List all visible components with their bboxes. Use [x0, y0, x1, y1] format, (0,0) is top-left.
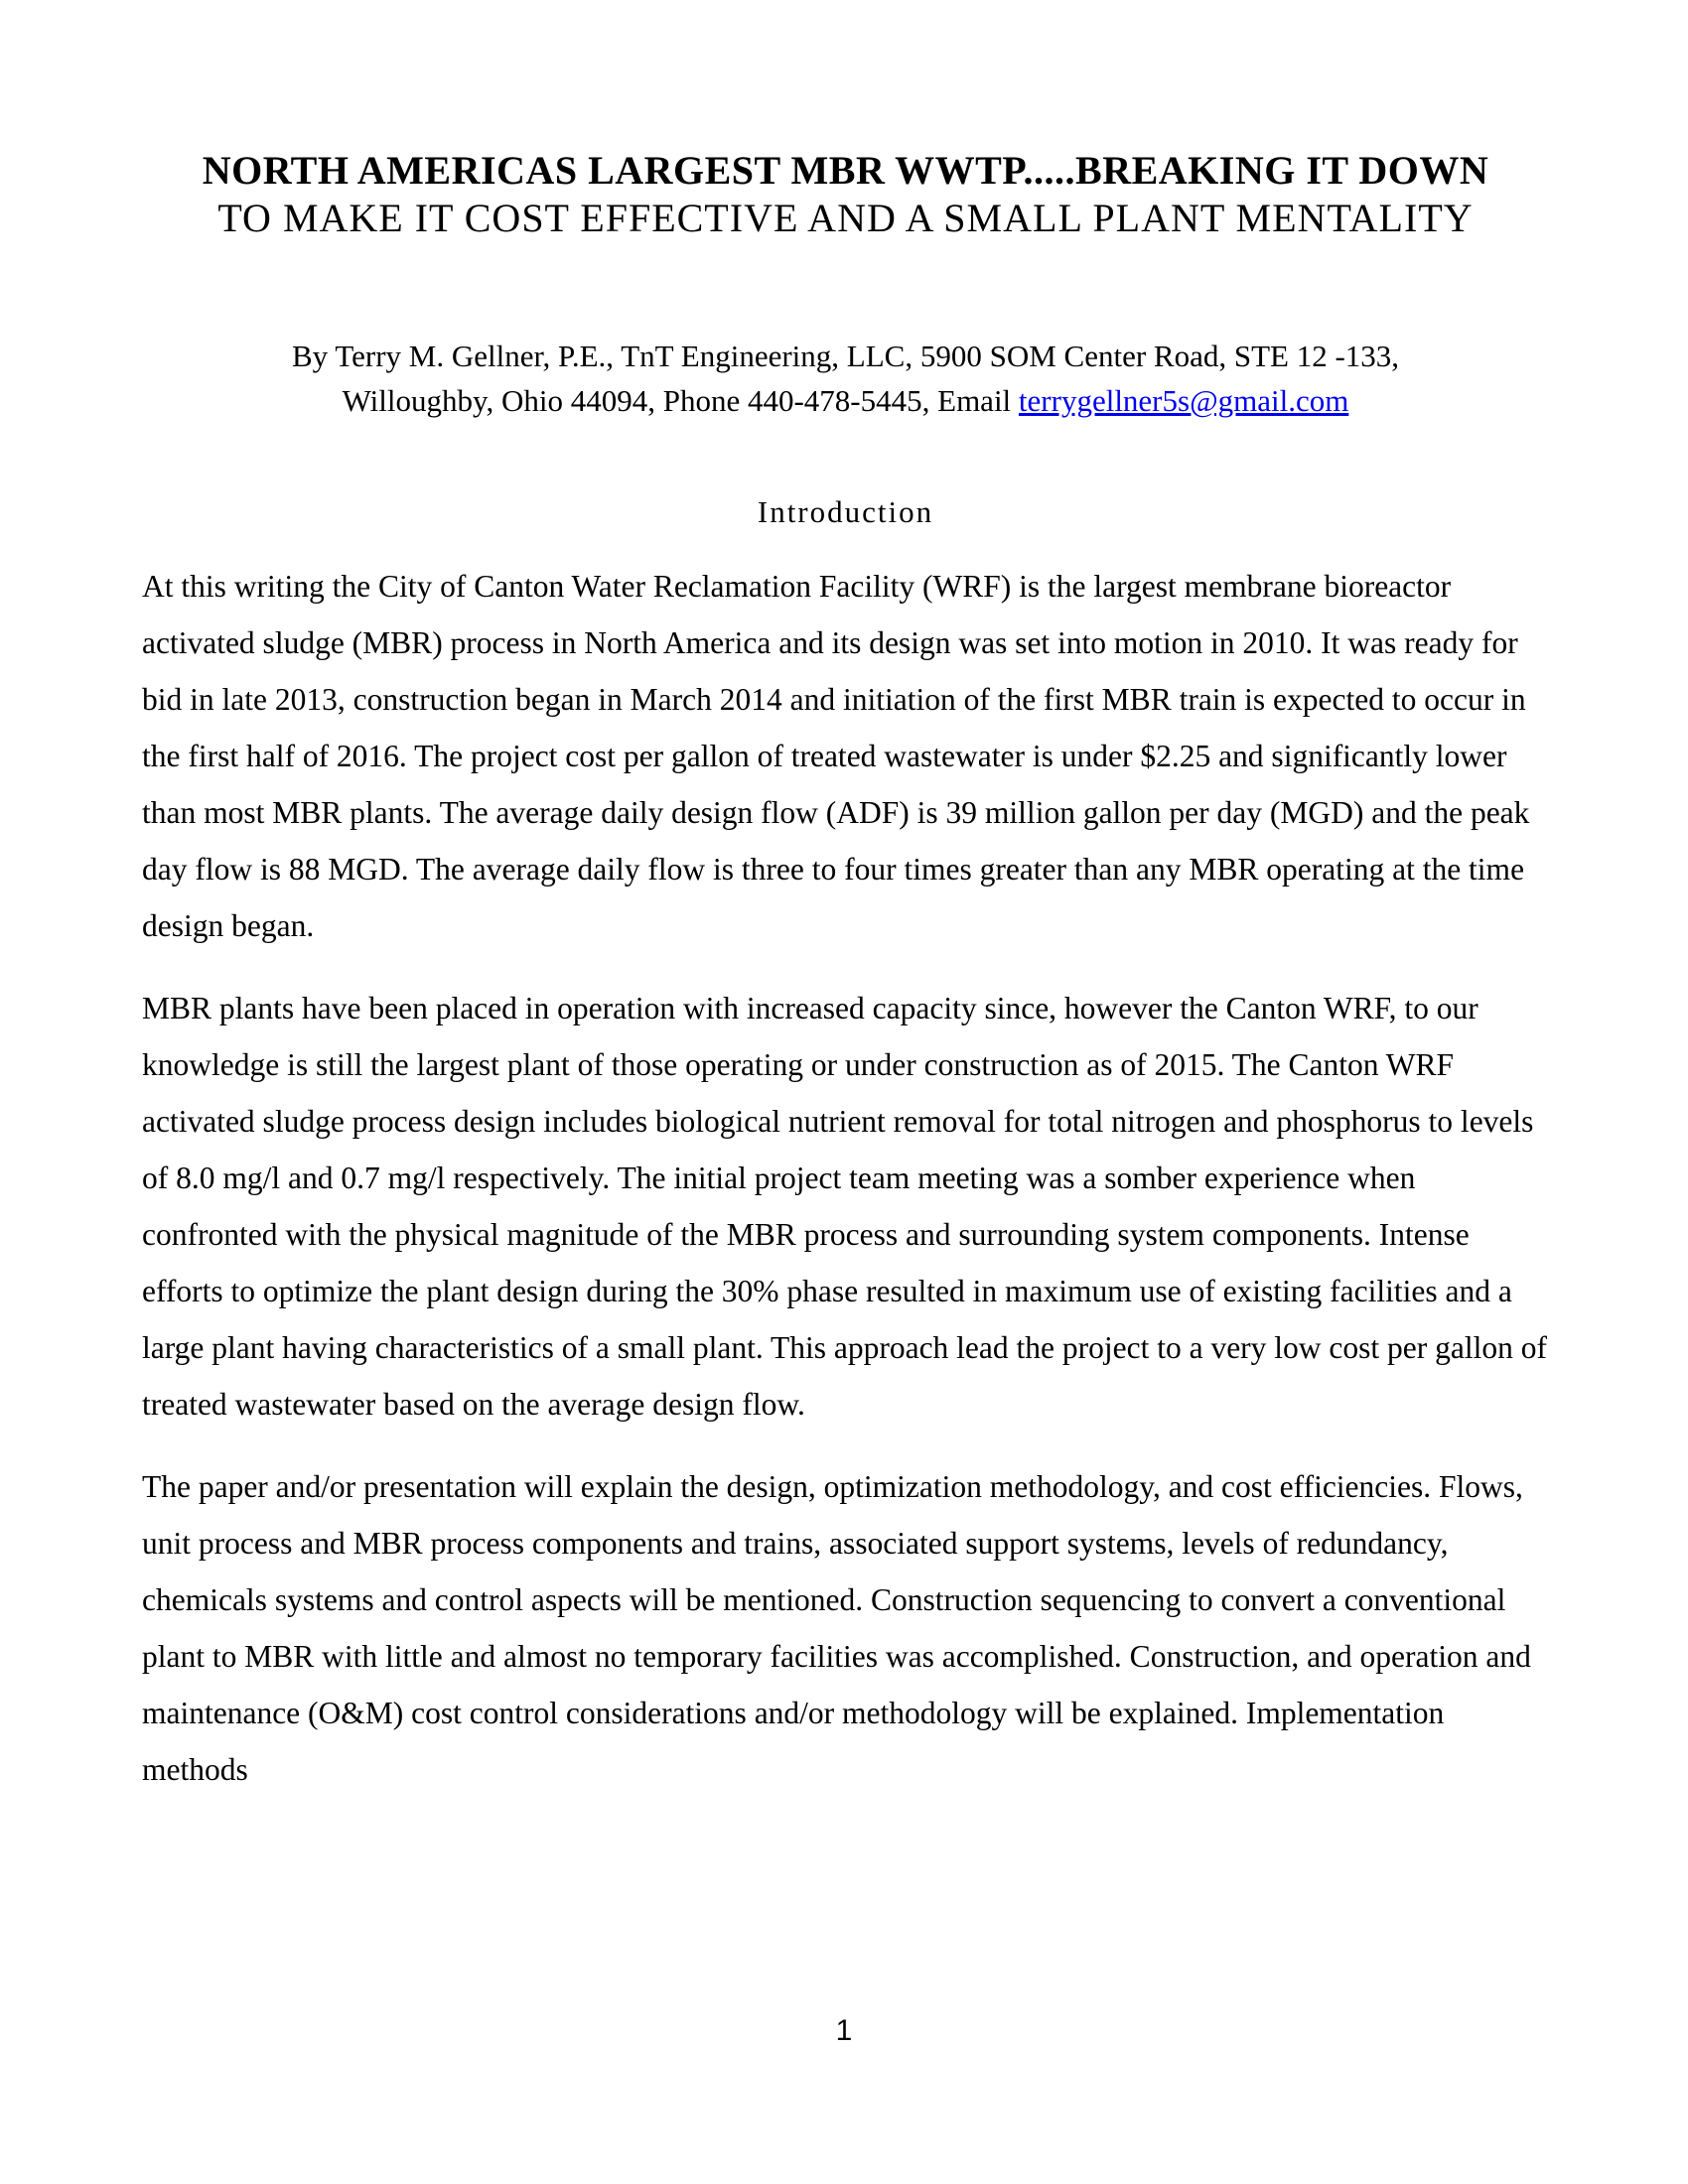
- email-link[interactable]: terrygellner5s@gmail.com: [1018, 383, 1349, 418]
- byline-line-1: By Terry M. Gellner, P.E., TnT Engineering, LLC, 5900 SOM Center Road, STE 12 -133,: [291, 339, 1400, 373]
- paragraph-2: MBR plants have been placed in operation with increased capacity since, however the Canton WRF, to our knowledge is still the largest plant of those operating or under construction as of 2015. The Canton WRF activated sludge process design includes biological nutrient removal for total nitrogen and phosphorus to levels of 8.0 mg/l and 0.7 mg/l respectively. The initial project team meeting was a somber experience when confronted with the physical magnitude of the MBR process and surrounding system components. Intense efforts to optimize the plant design during the 30% phase resulted in maximum use of existing facilities and a large plant having characteristics of a small plant. This approach lead the project to a very low cost per gallon of treated wastewater based on the average design flow.: [142, 991, 1547, 1422]
- section-heading-introduction: Introduction: [757, 494, 934, 529]
- byline: [142, 334, 1549, 423]
- page-number: 1: [835, 2014, 853, 2047]
- paragraph-1: At this writing the City of Canton Water Reclamation Facility (WRF) is the largest membrane bioreactor activated sludge (MBR) process in North America and its design was set into motion in 2010. It was ready for bid in late 2013, construction began in March 2014 and initiation of the first MBR train is expected to occur in the first half of 2016. The project cost per gallon of treated wastewater is under $2.25 and significantly lower than most MBR plants. The average daily design flow (ADF) is 39 million gallon per day (MGD) and the peak day flow is 88 MGD. The average daily flow is three to four times greater than any MBR operating at the time design began.: [142, 569, 1530, 943]
- paragraph-3: The paper and/or presentation will explain the design, optimization methodology, and cost efficiencies. Flows, unit process and MBR process components and trains, associated support systems, levels of redundancy, chemicals systems and control aspects will be mentioned. Construction sequencing to convert a conventional plant to MBR with little and almost no temporary facilities was accomplished. Construction, and operation and maintenance (O&M) cost control considerations and/or methodology will be explained. Implementation methods: [142, 1469, 1531, 1787]
- paper-title-line-1: NORTH AMERICAS LARGEST MBR WWTP.....BREAKING IT DOWN: [202, 148, 1489, 193]
- paper-title-line-2: TO MAKE IT COST EFFECTIVE AND A SMALL PLANT MENTALITY: [217, 196, 1474, 240]
- byline-line-2-text: Willoughby, Ohio 44094, Phone 440-478-5445, Email: [342, 383, 1019, 418]
- body-text: [142, 558, 1549, 1798]
- paper-title: [142, 147, 1549, 242]
